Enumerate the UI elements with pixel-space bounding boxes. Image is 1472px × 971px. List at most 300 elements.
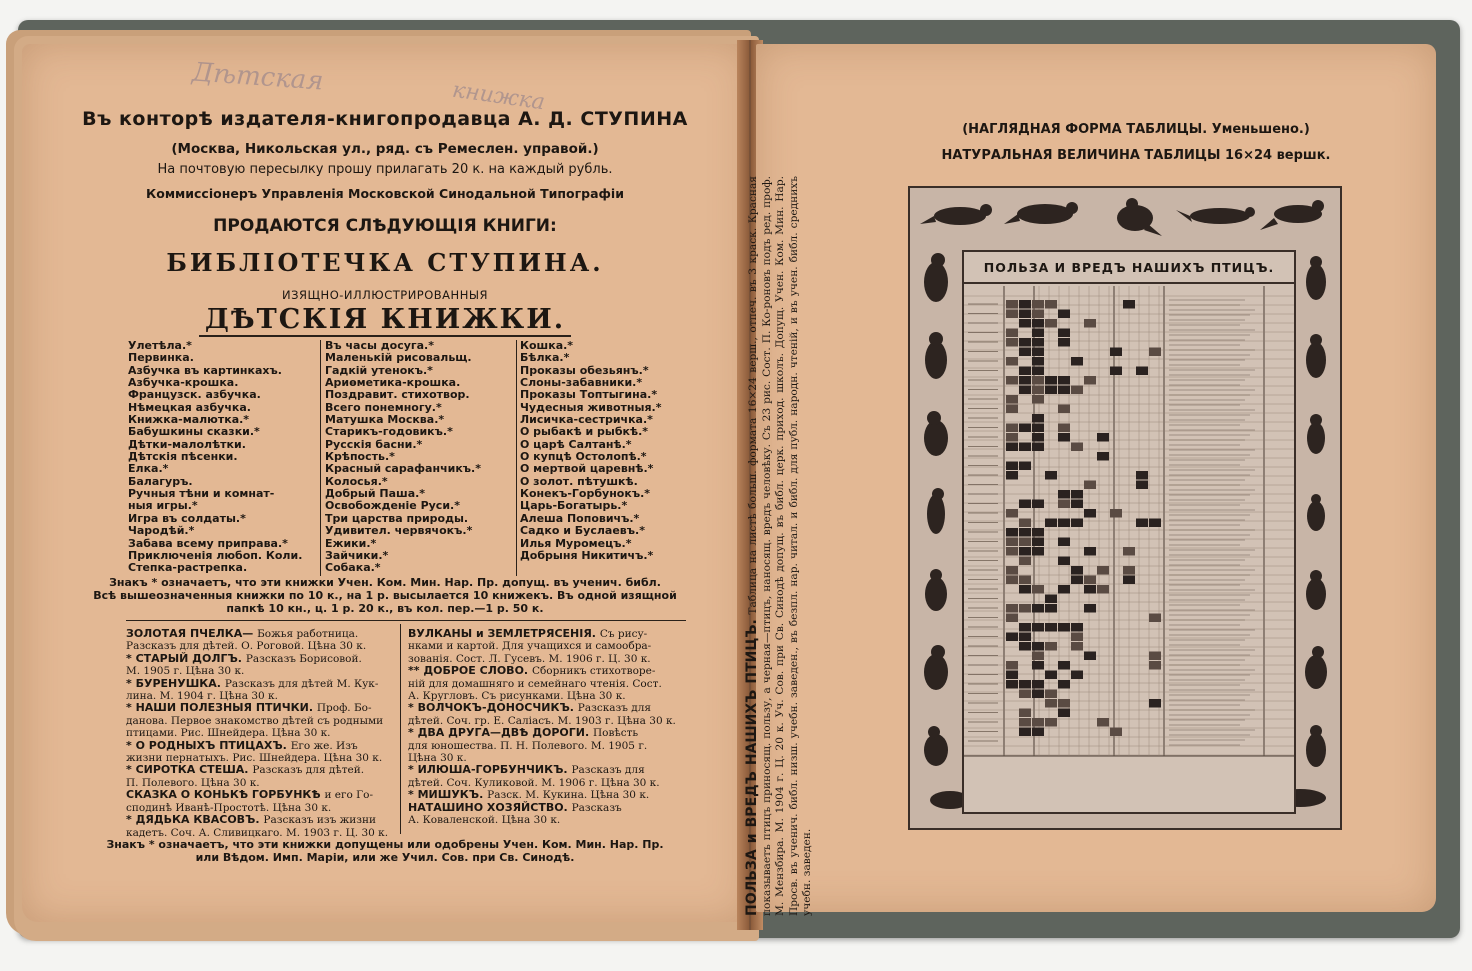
book-title: Ежики.* [325,536,377,550]
grid-mark [1006,680,1018,689]
book-entry-text: ній для домашняго и семейнаго чтенія. Сост. [408,677,662,690]
book-entry-title: * МИШУКЪ. [408,788,488,802]
book-descriptions-right [408,628,676,827]
bird-illustration [914,718,958,776]
book-entry [408,764,676,776]
book-title: О царѣ Салтанѣ.* [520,437,632,451]
grid-mark [1019,348,1031,357]
series-kind [22,304,748,335]
grid-mark [1071,671,1083,680]
grid-mark [1032,348,1044,357]
book-title: Проказы Топтыгина.* [520,388,658,402]
book-title: Алеша Поповичъ.* [520,511,640,525]
vertical-title: ПОЛЬЗА и ВРЕДЪ НАШИХЪ ПТИЦЪ. [744,619,760,916]
book-entry-text: кадетъ. Соч. А. Сливицкаго. М. 1903 г. Ц. 30 к. [126,826,389,839]
grid-mark [1006,661,1018,670]
grid-mark [1136,481,1148,490]
grid-mark [1006,443,1018,452]
book-entry-title: * ИЛЮША-ГОРБУНЧИКЪ. [408,763,572,777]
book-title: Дѣтки-малолѣтки. [128,437,246,451]
grid-mark [1058,519,1070,528]
book-entry-title: НАТАШИНО ХОЗЯЙСТВО. [408,800,572,814]
grid-mark [1045,471,1057,480]
book-title: Зайчики.* [325,548,389,562]
bird-poster [908,186,1342,830]
book-title: Балагуръ. [128,474,193,488]
grid-mark [1032,680,1044,689]
grid-mark [1045,376,1057,385]
grid-mark [1032,728,1044,737]
grid-mark [1058,623,1070,632]
book-entry [126,740,388,752]
grid-mark [1019,338,1031,347]
book-title: Старикъ-годовикъ.* [325,425,453,439]
grid-mark [1045,623,1057,632]
grid-mark [1097,585,1109,594]
vertical-description [746,176,846,916]
grid-mark [1071,500,1083,509]
grid-mark [1032,538,1044,547]
grid-mark [1019,690,1031,699]
book-entry [408,740,676,752]
grid-mark [1006,310,1018,319]
grid-mark [1097,566,1109,575]
grid-mark [1071,642,1083,651]
grid-mark [1045,718,1057,727]
grid-mark [1032,500,1044,509]
grid-mark [1058,709,1070,718]
grid-mark [1006,566,1018,575]
book-title: Игра въ солдаты.* [128,511,246,525]
grid-mark [1084,319,1096,328]
book-list-column-1 [128,340,302,575]
grid-mark [1071,443,1083,452]
book-title: О золот. пѣтушкѣ. [520,474,638,488]
book-entry-text: Разсказъ для дѣтей. [252,764,365,777]
book-entry [126,789,388,801]
handwriting-mark: книжка [450,77,547,116]
book-entry-text: Съ рису- [599,628,648,640]
book-title: Конекъ-Горбунокъ.* [520,487,651,501]
book-title: Лисичка-сестричка.* [520,413,653,427]
grid-mark [1006,300,1018,309]
book-title: Всего понемногу.* [325,400,442,414]
grid-mark [1032,528,1044,537]
bird-illustration [1294,250,1338,308]
vertical-body: Таблица на листѣ больш. формата 16×24 верш., отпеч. въ 3 краск. Красная показываетъ птицъ приносящ. пользу, а черная—птицъ, наносящ. вредъ человѣку. Съ 23 рис. Сост. П. Ко-роновъ подъ ред. проф. М. Мензбира. М. 1904 г. Ц. 20 к. Уч. Сов. при Св. Синодѣ допущ. въ библ. церк. приход. школъ. Допущ. Учен. Ком. Мин. Нар. Просв. въ ученич. библ. низш. учебн. заведен., въ безпл. нар. читал. и библ. для публ. народн. чтеній, и въ учен. библ. среднихъ учебн. заведен. [747,176,814,916]
grid-mark [1006,633,1018,642]
book-title: Дѣтскія пѣсенки. [128,450,238,464]
book-entry-text: птицами. Рис. Шнейдера. Цѣна 30 к. [126,727,331,740]
grid-mark [1123,566,1135,575]
book-entry-text: Божья работница. [257,628,359,640]
grid-mark [1149,519,1161,528]
grid-mark [1058,500,1070,509]
grid-mark [1006,528,1018,537]
grid-mark [1084,509,1096,518]
grid-mark [1110,509,1122,518]
grid-mark [1006,338,1018,347]
grid-mark [1006,538,1018,547]
grid-mark [1019,386,1031,395]
book-title: Проказы обезьянъ.* [520,363,649,377]
grid-mark [1071,386,1083,395]
series-title: БИБЛІОТЕЧКА СТУПИНА. [166,248,604,277]
grid-mark [1032,652,1044,661]
grid-mark [1019,557,1031,566]
right-page [744,44,1436,916]
grid-mark [1084,652,1096,661]
book-entry-title: * БУРЕНУШКА. [126,676,225,690]
poster-title-rule [964,282,1294,284]
book-entry-title: * О РОДНЫХЪ ПТИЦАХЪ. [126,738,291,752]
column-divider [400,624,401,834]
grid-mark [1019,367,1031,376]
grid-mark [1110,367,1122,376]
grid-mark [1045,386,1057,395]
grid-mark [1006,433,1018,442]
poster-caption-2: НАТУРАЛЬНАЯ ВЕЛИЧИНА ТАБЛИЦЫ 16×24 вершк. [941,148,1331,163]
bird-illustration [1294,328,1338,386]
grid-mark [1097,452,1109,461]
grid-mark [1058,699,1070,708]
bird-illustration [914,562,958,620]
book-list-column-3 [520,340,661,562]
grid-mark [1032,367,1044,376]
grid-mark [1045,300,1057,309]
grid-mark [1032,300,1044,309]
grid-mark [1019,633,1031,642]
grid-mark [1006,405,1018,414]
grid-mark [1032,414,1044,423]
grid-mark [1058,585,1070,594]
book-entry [408,702,676,714]
commissioner-line: Коммиссіонеръ Управленія Московской Синодальной Типографіи [146,186,624,201]
bird-illustration [914,484,958,542]
series-kind-text: ДѢТСКІЯ КНИЖКИ. [199,304,571,337]
grid-mark [1110,348,1122,357]
book-title: Три царства природы. [325,511,469,525]
grid-mark [1058,680,1070,689]
book-entry-text: жизни пернатыхъ. Рис. Шнейдера. Цѣна 30 к. [126,752,383,765]
book-entry-text: Разсказъ для дѣтей. О. Роговой. Цѣна 30 к. [126,640,367,653]
book-entry-title: * ДВА ДРУГА—ДВѢ ДОРОГИ. [408,726,594,740]
grid-mark [1019,709,1031,718]
book-entry-text: Разсказъ [571,801,622,814]
grid-mark [1019,376,1031,385]
book-title: Степка-растрепка. [128,561,248,575]
book-title: Поздравит. стихотвор. [325,388,470,402]
grid-mark [1006,604,1018,613]
grid-mark [1149,699,1161,708]
grid-mark [1071,519,1083,528]
book-title: ныя игры.* [128,499,198,513]
bird-illustration [1294,484,1338,542]
grid-mark [1019,528,1031,537]
grid-mark [1123,547,1135,556]
book-entry-title: ВУЛКАНЫ и ЗЕМЛЕТРЯСЕНІЯ. [408,627,600,640]
grid-mark [1058,386,1070,395]
bird-illustration [914,250,958,308]
grid-mark [1032,443,1044,452]
book-title: Книжка-малютка.* [128,413,250,427]
bird-illustration [1294,562,1338,620]
grid-mark [1084,576,1096,585]
grid-mark [1019,680,1031,689]
book-entry-text: нками и картой. Для учащихся и самообра- [408,640,652,653]
book-entry-text: П. Полевого. Цѣна 30 к. [126,776,260,789]
grid-mark [1084,604,1096,613]
bird-illustration [1294,406,1338,464]
grid-mark [1032,547,1044,556]
grid-mark [1019,642,1031,651]
grid-mark [1006,509,1018,518]
book-entry-title: ** ДОБРОЕ СЛОВО. [408,664,532,678]
book-title: Удивител. червячокъ.* [325,524,473,538]
grid-mark [1006,395,1018,404]
grid-mark [1071,490,1083,499]
grid-mark [1084,481,1096,490]
series-subtitle: ИЗЯЩНО-ИЛЛЮСТРИРОВАННЫЯ [282,288,488,302]
grid-mark [1084,585,1096,594]
grid-mark [1019,310,1031,319]
book-entry-text: А. Коваленской. Цѣна 30 к. [408,814,561,827]
book-entry [408,802,676,814]
book-title: Нѣмецкая азбучка. [128,400,251,414]
grid-mark [1019,604,1031,613]
bird-illustration [914,640,958,698]
poster-grid [964,286,1294,786]
grid-mark [1032,376,1044,385]
grid-mark [1019,718,1031,727]
book-title: Матушка Москва.* [325,413,445,427]
bird-illustration [914,406,958,464]
book-title: Первинка. [128,351,194,365]
grid-mark [1019,576,1031,585]
poster-caption-1: (НАГЛЯДНАЯ ФОРМА ТАБЛИЦЫ. Уменьшено.) [962,122,1310,137]
book-entry-text: Разсказъ для [577,702,652,715]
book-entry-text: Проф. Бо- [316,702,372,715]
book-entry-text: зованія. Сост. Л. Гусевъ. М. 1906 г. Ц. 30 к. [408,652,651,665]
grid-mark [1123,576,1135,585]
book-title: Бабушкины сказки.* [128,425,260,439]
book-descriptions-left [126,628,388,839]
column-divider [320,340,321,576]
grid-mark [1045,604,1057,613]
book-title: Забава всему приправа.* [128,536,288,550]
grid-mark [1006,471,1018,480]
grid-mark [1045,319,1057,328]
grid-mark [1032,329,1044,338]
grid-mark [1110,728,1122,737]
book-entry-text: Повѣсть [593,727,639,740]
grid-mark [1032,642,1044,651]
grid-mark [1097,433,1109,442]
grid-mark [1058,405,1070,414]
grid-mark [1149,348,1161,357]
grid-mark [1058,310,1070,319]
handwriting-mark: Дѣтская [191,57,325,97]
book-title: Ариѳметика-крошка. [325,376,461,390]
book-entry-text: Цѣна 30 к. [408,752,467,765]
grid-mark [1006,357,1018,366]
grid-mark [1019,547,1031,556]
book-title: Кошка.* [520,339,574,352]
book-entry-text: Его же. Изъ [290,739,358,752]
grid-mark [1058,433,1070,442]
book-title: Въ часы досуга.* [325,339,434,352]
book-entry-text: дѣтей. Соч. Куликовой. М. 1906 г. Цѣна 30 к. [408,776,660,789]
book-entry [126,628,388,640]
approval-note-2: Знакъ * означаетъ, что эти книжки допущены или одобрены Учен. Ком. Мин. Нар. Пр. [106,838,664,851]
book-title: Добрыня Никитичъ.* [520,548,654,562]
publisher-header: Въ конторѣ издателя-книгопродавца А. Д. СТУПИНА [82,108,688,130]
grid-mark [1032,310,1044,319]
grid-mark [1071,357,1083,366]
book-entry-text: Разсказъ для дѣтей М. Кук- [224,677,379,690]
grid-mark [1058,490,1070,499]
grid-mark [1136,471,1148,480]
grid-mark [1032,386,1044,395]
book-title: Чудесныя животныя.* [520,400,662,414]
book-title: Ручныя тѣни и комнат- [128,487,275,501]
book-entry-title: * СИРОТКА СТЕША. [126,763,253,777]
book-entry [408,628,676,640]
book-title: Крѣпость.* [325,450,395,464]
grid-mark [1058,557,1070,566]
book-title: Елка.* [128,462,169,476]
book-title: Колосья.* [325,474,388,488]
grid-mark [1032,338,1044,347]
grid-mark [1045,519,1057,528]
book-entry-text: Разск. М. Кукина. Цѣна 30 к. [487,789,650,802]
book-entry-title: * НАШИ ПОЛЕЗНЫЯ ПТИЧКИ. [126,701,317,715]
grid-mark [1006,547,1018,556]
book-entry [408,814,676,826]
book-title: О купцѣ Остолопѣ.* [520,450,647,464]
book-title: Илья Муромецъ.* [520,536,632,550]
book-title: Собака.* [325,561,381,575]
poster-table [962,250,1296,814]
bird-illustration [1294,640,1338,698]
grid-mark [1032,604,1044,613]
book-list-column-2 [325,340,481,575]
bird-illustration [914,328,958,386]
book-entry-text: и его Го- [324,789,374,802]
book-title: Русскія басни.* [325,437,423,451]
grid-mark [1019,519,1031,528]
book-title: Азбучка-крошка. [128,376,239,390]
book-title: О мертвой царевнѣ.* [520,462,654,476]
grid-mark [1032,585,1044,594]
grid-mark [1123,300,1135,309]
grid-mark [1045,642,1057,651]
grid-mark [1045,690,1057,699]
book-entry-title: * СТАРЫЙ ДОЛГЪ. [126,651,246,665]
book-entry [408,665,676,677]
grid-mark [1084,547,1096,556]
grid-mark [1006,329,1018,338]
book-entry [126,678,388,690]
book-title: Чародѣй.* [128,524,195,538]
book-entry-title: * ДЯДЬКА КВАСОВЪ. [126,813,264,827]
book-entry-text: А. Кругловъ. Съ рисунками. Цѣна 30 к. [408,690,626,703]
book-title: Азбучка въ картинкахъ. [128,363,282,377]
grid-mark [1136,519,1148,528]
grid-mark [1149,661,1161,670]
grid-mark [1084,376,1096,385]
grid-mark [1058,329,1070,338]
book-title: Слоны-забавники.* [520,376,643,390]
grid-mark [1058,376,1070,385]
grid-mark [1032,319,1044,328]
grid-mark [1058,661,1070,670]
book-title: Гадкій утенокъ.* [325,363,433,377]
grid-mark [1032,690,1044,699]
book-entry-text: для юношества. П. Н. Полевого. М. 1905 г. [408,739,648,752]
grid-mark [1071,623,1083,632]
price-note-2: папкѣ 10 кн., ц. 1 р. 20 к., въ кол. пер.—1 р. 50 к. [226,602,544,615]
book-title: Маленькій рисовальщ. [325,351,472,365]
grid-mark [1071,566,1083,575]
grid-mark [1019,424,1031,433]
book-entry-text: Разсказъ Борисовой. [245,652,362,665]
grid-mark [1019,538,1031,547]
grid-mark [1058,538,1070,547]
grid-mark [1032,424,1044,433]
section-divider [126,620,686,621]
grid-mark [1006,424,1018,433]
grid-mark [1006,671,1018,680]
price-note-1: Всѣ вышеозначенныя книжки по 10 к., на 1 р. высылается 10 книжекъ. Въ одной изящной [93,589,677,602]
book-entry-text: М. 1905 г. Цѣна 30 к. [126,665,245,678]
grid-mark [1032,623,1044,632]
book-entry [126,715,388,727]
book-entry [126,702,388,714]
book-entry-text: Разсказъ для [571,764,645,777]
book-title: Улетѣла.* [128,339,192,352]
book-entry-text: лина. М. 1904 г. Цѣна 30 к. [126,690,278,703]
grid-mark [1019,462,1031,471]
book-title: Бѣлка.* [520,351,570,365]
book-entry [126,653,388,665]
book-entry-title: * ВОЛЧОКЪ-ДОНОСЧИКЪ. [408,701,578,715]
grid-mark [1149,614,1161,623]
sale-heading: ПРОДАЮТСЯ СЛѢДУЮЩІЯ КНИГИ: [213,216,557,236]
grid-mark [1136,367,1148,376]
book-title: Приключенія любоп. Коли. [128,548,303,562]
grid-mark [1019,300,1031,309]
grid-mark [1006,376,1018,385]
grid-mark [1019,319,1031,328]
grid-mark [1045,595,1057,604]
book-title: Добрый Паша.* [325,487,426,501]
grid-mark [1019,500,1031,509]
bird-illustration [1294,718,1338,776]
bird-illustrations-top [920,194,1330,244]
book-entry-title: СКАЗКА О КОНЬКѢ ГОРБУНКѢ [126,788,325,802]
book-title: Красный сарафанчикъ.* [325,462,481,476]
grid-mark [1032,433,1044,442]
grid-mark [1006,462,1018,471]
book-title: Царь-Богатырь.* [520,499,628,513]
poster-title: ПОЛЬЗА И ВРЕДЪ НАШИХЪ ПТИЦЪ. [983,260,1275,275]
book-entry-text: дѣтей. Соч. гр. Е. Саліасъ. М. 1903 г. Цѣна 30 к. [408,714,676,727]
book-entry [408,678,676,690]
grid-mark [1045,671,1057,680]
book-entry [408,727,676,739]
grid-mark [1019,443,1031,452]
